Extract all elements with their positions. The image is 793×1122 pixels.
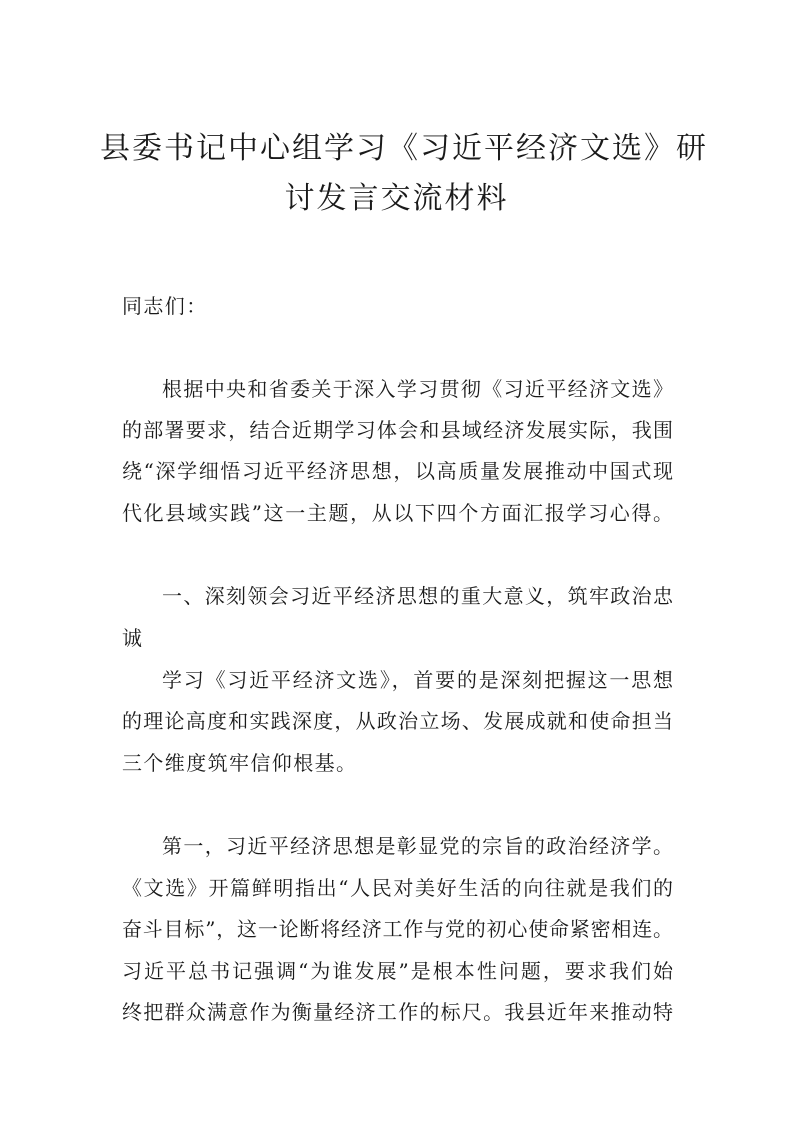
salutation: 同志们：	[122, 294, 208, 318]
paragraph-3-line-5: 终把群众满意作为衡量经济工作的标尺。我县近年来推动特	[122, 1000, 673, 1024]
paragraph-1-line-3: 绕“深学细悟习近平经济思想，以高质量发展推动中国式现	[122, 459, 673, 483]
paragraph-1-line-1: 根据中央和省委关于深入学习贯彻《习近平经济文选》	[162, 377, 673, 401]
document-title-line-2: 讨发言交流材料	[284, 181, 509, 216]
document-title-line-1: 县委书记中心组学习《习近平经济文选》研	[100, 131, 708, 166]
paragraph-2-line-3: 三个维度筑牢信仰根基。	[122, 751, 358, 775]
paragraph-3-line-3: 奋斗目标”，这一论断将经济工作与党的初心使命紧密相连。	[122, 917, 673, 941]
paragraph-3-line-4: 习近平总书记强调“为谁发展”是根本性问题，要求我们始	[122, 959, 673, 983]
paragraph-1-line-4: 代化县域实践”这一主题，从以下四个方面汇报学习心得。	[122, 501, 673, 525]
paragraph-1-line-2: 的部署要求，结合近期学习体会和县域经济发展实际，我围	[122, 418, 673, 442]
section-heading-line-2: 诚	[122, 626, 144, 650]
paragraph-2-line-2: 的理论高度和实践深度，从政治立场、发展成就和使命担当	[122, 709, 673, 733]
paragraph-3-line-2: 《文选》开篇鲜明指出“人民对美好生活的向往就是我们的	[122, 876, 673, 900]
section-heading-line-1: 一、深刻领会习近平经济思想的重大意义，筑牢政治忠	[162, 584, 673, 608]
paragraph-3-line-1: 第一，习近平经济思想是彰显党的宗旨的政治经济学。	[162, 834, 673, 858]
paragraph-2-line-1: 学习《习近平经济文选》，首要的是深刻把握这一思想	[162, 668, 673, 692]
